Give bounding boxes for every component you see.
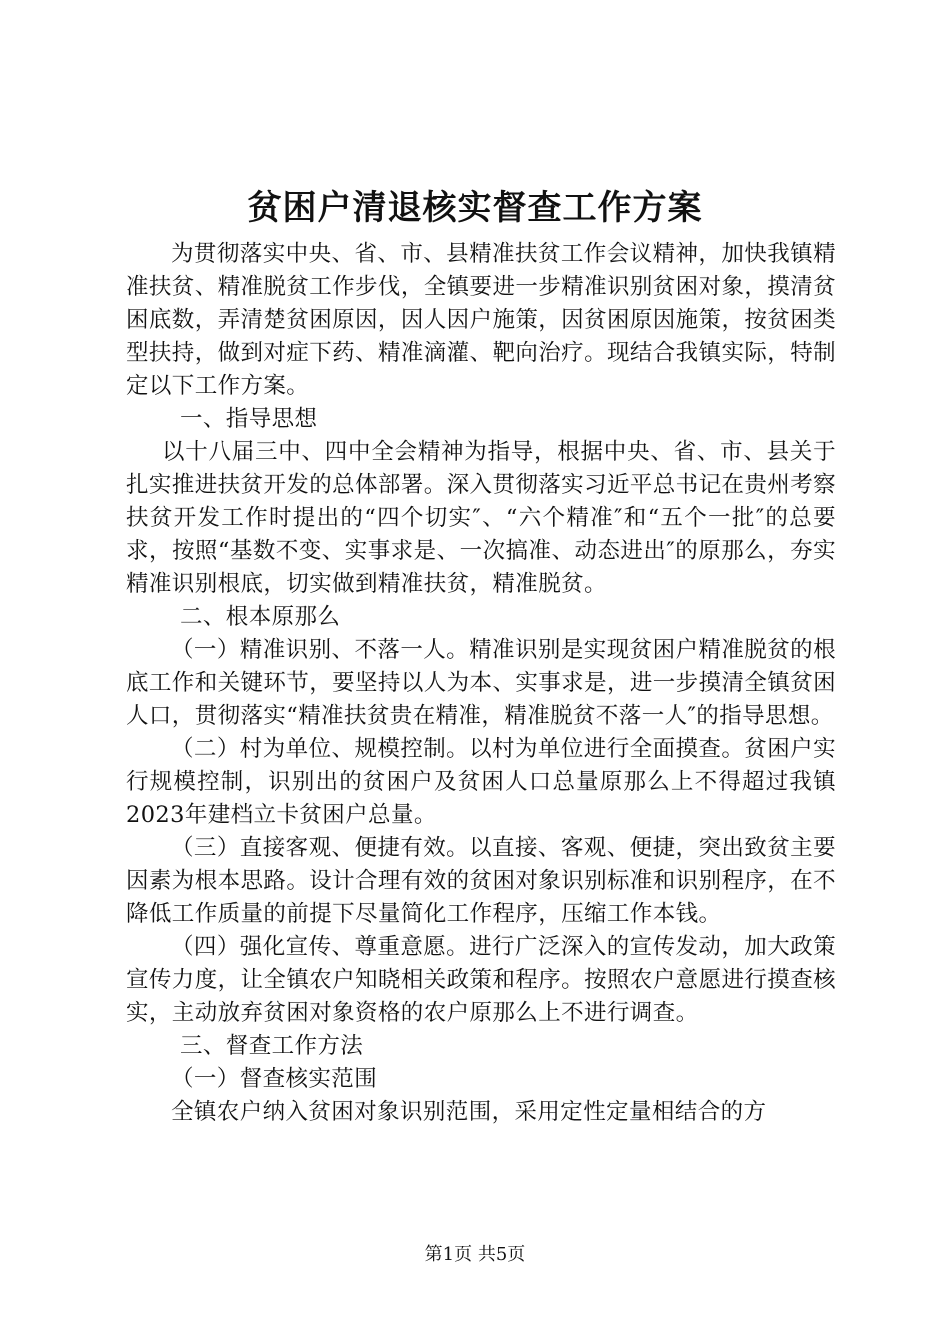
section-heading-guiding-thought: 一、指导思想 [180, 406, 318, 432]
section-heading-methods: 三、督查工作方法 [180, 1033, 364, 1059]
principle-paragraph-1: （一）精准识别、不落一人。精准识别是实现贫困户精准脱贫的根底工作和关键环节，要坚持以人为本、实事求是，进一步摸清全镇贫困人口，贯彻落实“精准扶贫贵在精准，精准脱贫不落一人″的指导思想。 [126, 637, 836, 729]
scope-paragraph: 全镇农户纳入贫困对象识别范围，采用定性定量相结合的方 [171, 1099, 767, 1125]
page-number-footer: 第1页 共5页 [424, 1244, 526, 1265]
document-title: 贫困户清退核实督查工作方案 [247, 188, 703, 228]
intro-paragraph: 为贯彻落实中央、省、市、县精准扶贫工作会议精神，加快我镇精准扶贫、精准脱贫工作步伐，全镇要进一步精准识别贫困对象，摸清贫困底数，弄清楚贫困原因，因人因户施策，因贫困原因施策，按贫困类型扶持，做到对症下药、精准滴灌、靶向治疗。现结合我镇实际，特制定以下工作方案。 [126, 241, 836, 399]
document-body [126, 238, 836, 1129]
principle-paragraph-3: （三）直接客观、便捷有效。以直接、客观、便捷，突出致贫主要因素为根本思路。设计合理有效的贫困对象识别标准和识别程序，在不降低工作质量的前提下尽量简化工作程序，压缩工作本钱。 [126, 835, 836, 927]
principle-paragraph-2: （二）村为单位、规模控制。以村为单位进行全面摸查。贫困户实行规模控制，识别出的贫困户及贫困人口总量原那么上不得超过我镇2023年建档立卡贫困户总量。 [126, 736, 836, 828]
section-heading-basic-principles: 二、根本原那么 [180, 604, 341, 630]
guiding-thought-paragraph: 以十八届三中、四中全会精神为指导，根据中央、省、市、县关于扎实推进扶贫开发的总体部署。深入贯彻落实习近平总书记在贵州考察扶贫开发工作时提出的“四个切实″、“六个精准″和“五个一批″的总要求，按照“基数不变、实事求是、一次搞准、动态进出″的原那么，夯实精准识别根底，切实做到精准扶贫，精准脱贫。 [126, 439, 836, 597]
subsection-heading-scope: （一）督查核实范围 [171, 1066, 378, 1092]
principle-paragraph-4: （四）强化宣传、尊重意愿。进行广泛深入的宣传发动，加大政策宣传力度，让全镇农户知晓相关政策和程序。按照农户意愿进行摸查核实，主动放弃贫困对象资格的农户原那么上不进行调查。 [126, 934, 836, 1026]
